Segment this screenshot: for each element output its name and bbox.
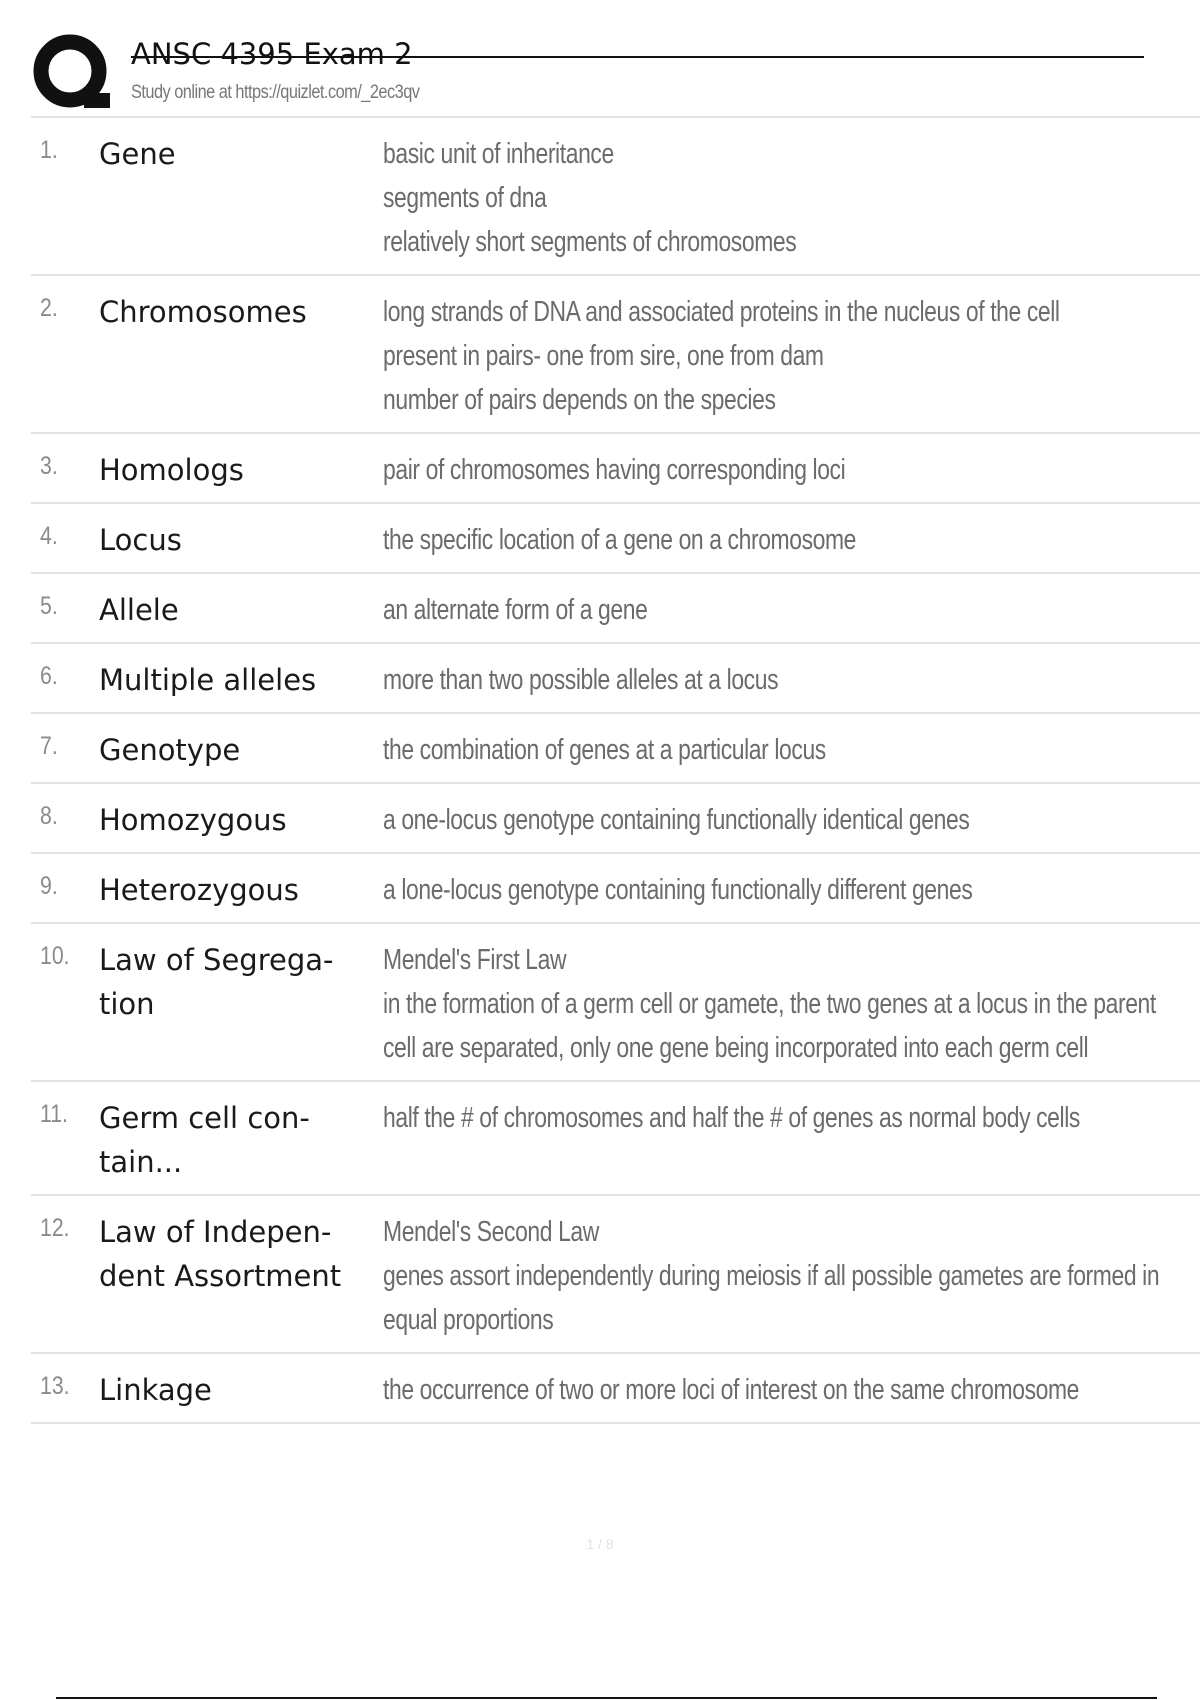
definition-line: number of pairs depends on the species bbox=[383, 384, 776, 416]
card-definition bbox=[383, 132, 1173, 264]
definition-line: relatively short segments of chromosomes bbox=[383, 226, 797, 258]
card-number: 3. bbox=[40, 452, 58, 480]
card-term bbox=[99, 728, 389, 772]
term-line: Genotype bbox=[99, 733, 241, 767]
card-definition bbox=[383, 588, 1173, 632]
term-line: Linkage bbox=[99, 1373, 212, 1407]
flashcard-row bbox=[31, 1196, 1200, 1354]
definition-line: cell are separated, only one gene being incorporated into each germ cell bbox=[383, 1032, 1089, 1064]
definition-line: basic unit of inheritance bbox=[383, 138, 614, 170]
card-definition bbox=[383, 798, 1173, 842]
term-line: Germ cell con- bbox=[99, 1101, 310, 1135]
card-term bbox=[99, 1210, 389, 1298]
definition-line: genes assort independently during meiosis if all possible gametes are formed in bbox=[383, 1260, 1160, 1292]
term-line: Law of Indepen- bbox=[99, 1215, 332, 1249]
definition-line: Mendel's Second Law bbox=[383, 1216, 599, 1248]
card-number: 5. bbox=[40, 592, 58, 620]
card-definition bbox=[383, 448, 1173, 492]
quizlet-logo-icon bbox=[32, 33, 112, 113]
term-line: Law of Segrega- bbox=[99, 943, 334, 977]
card-definition bbox=[383, 518, 1173, 562]
card-definition bbox=[383, 1096, 1173, 1140]
flashcard-table bbox=[31, 116, 1200, 1424]
flashcard-row bbox=[31, 924, 1200, 1082]
term-line: Multiple alleles bbox=[99, 663, 317, 697]
definition-line: pair of chromosomes having corresponding loci bbox=[383, 454, 846, 486]
definition-line: the specific location of a gene on a chromosome bbox=[383, 524, 857, 556]
flashcard-row bbox=[31, 1082, 1200, 1196]
card-number: 7. bbox=[40, 732, 58, 760]
term-line: Chromosomes bbox=[99, 295, 307, 329]
definition-line: equal proportions bbox=[383, 1304, 554, 1336]
card-number: 6. bbox=[40, 662, 58, 690]
card-definition bbox=[383, 290, 1173, 422]
card-term bbox=[99, 658, 389, 702]
card-number: 1. bbox=[40, 136, 58, 164]
card-term bbox=[99, 868, 389, 912]
definition-line: a lone-locus genotype containing functionally different genes bbox=[383, 874, 973, 906]
card-number: 11. bbox=[40, 1100, 68, 1128]
term-line: Allele bbox=[99, 593, 179, 627]
card-number: 13. bbox=[40, 1372, 70, 1400]
card-term bbox=[99, 588, 389, 632]
title-strike-rule bbox=[131, 56, 1144, 58]
definition-line: an alternate form of a gene bbox=[383, 594, 648, 626]
term-line: tion bbox=[99, 987, 155, 1021]
card-definition bbox=[383, 938, 1173, 1070]
definition-line: the occurrence of two or more loci of interest on the same chromosome bbox=[383, 1374, 1080, 1406]
card-term bbox=[99, 1096, 389, 1184]
flashcard-row bbox=[31, 504, 1200, 574]
card-term bbox=[99, 132, 389, 176]
term-line: tain... bbox=[99, 1145, 183, 1179]
term-line: dent Assortment bbox=[99, 1259, 342, 1293]
quizlet-logo bbox=[32, 33, 112, 113]
card-definition bbox=[383, 658, 1173, 702]
flashcard-row bbox=[31, 714, 1200, 784]
definition-line: half the # of chromosomes and half the # of genes as normal body cells bbox=[383, 1102, 1080, 1134]
definition-line: long strands of DNA and associated proteins in the nucleus of the cell bbox=[383, 296, 1060, 328]
document-title: ANSC 4395 Exam 2 bbox=[131, 37, 413, 71]
definition-line: segments of dna bbox=[383, 182, 547, 214]
card-definition bbox=[383, 1210, 1173, 1342]
card-term bbox=[99, 290, 389, 334]
definition-line: present in pairs- one from sire, one from dam bbox=[383, 340, 824, 372]
definition-line: the combination of genes at a particular locus bbox=[383, 734, 826, 766]
card-definition bbox=[383, 728, 1173, 772]
definition-line: in the formation of a germ cell or gamete, the two genes at a locus in the parent bbox=[383, 988, 1156, 1020]
card-definition bbox=[383, 1368, 1173, 1412]
term-line: Homozygous bbox=[99, 803, 287, 837]
flashcard-row bbox=[31, 434, 1200, 504]
card-term bbox=[99, 1368, 389, 1412]
card-number: 8. bbox=[40, 802, 58, 830]
card-number: 2. bbox=[40, 294, 58, 322]
flashcard-row bbox=[31, 1354, 1200, 1424]
card-number: 12. bbox=[40, 1214, 70, 1242]
card-term bbox=[99, 448, 389, 492]
flashcard-row bbox=[31, 644, 1200, 714]
card-number: 9. bbox=[40, 872, 58, 900]
definition-line: Mendel's First Law bbox=[383, 944, 567, 976]
term-line: Gene bbox=[99, 137, 176, 171]
page-number: 1 / 8 bbox=[586, 1536, 614, 1552]
term-line: Heterozygous bbox=[99, 873, 299, 907]
card-definition bbox=[383, 868, 1173, 912]
flashcard-row bbox=[31, 784, 1200, 854]
term-line: Locus bbox=[99, 523, 182, 557]
definition-line: more than two possible alleles at a locus bbox=[383, 664, 779, 696]
flashcard-row bbox=[31, 574, 1200, 644]
term-line: Homologs bbox=[99, 453, 244, 487]
definition-line: a one-locus genotype containing functionally identical genes bbox=[383, 804, 970, 836]
card-term bbox=[99, 938, 389, 1026]
footer-rule bbox=[56, 1697, 1157, 1699]
card-number: 10. bbox=[40, 942, 70, 970]
card-number: 4. bbox=[40, 522, 58, 550]
card-term bbox=[99, 518, 389, 562]
flashcard-row bbox=[31, 276, 1200, 434]
flashcard-row bbox=[31, 118, 1200, 276]
flashcard-row bbox=[31, 854, 1200, 924]
card-term bbox=[99, 798, 389, 842]
study-online-link[interactable]: Study online at https://quizlet.com/_2ec3qv bbox=[131, 82, 420, 103]
